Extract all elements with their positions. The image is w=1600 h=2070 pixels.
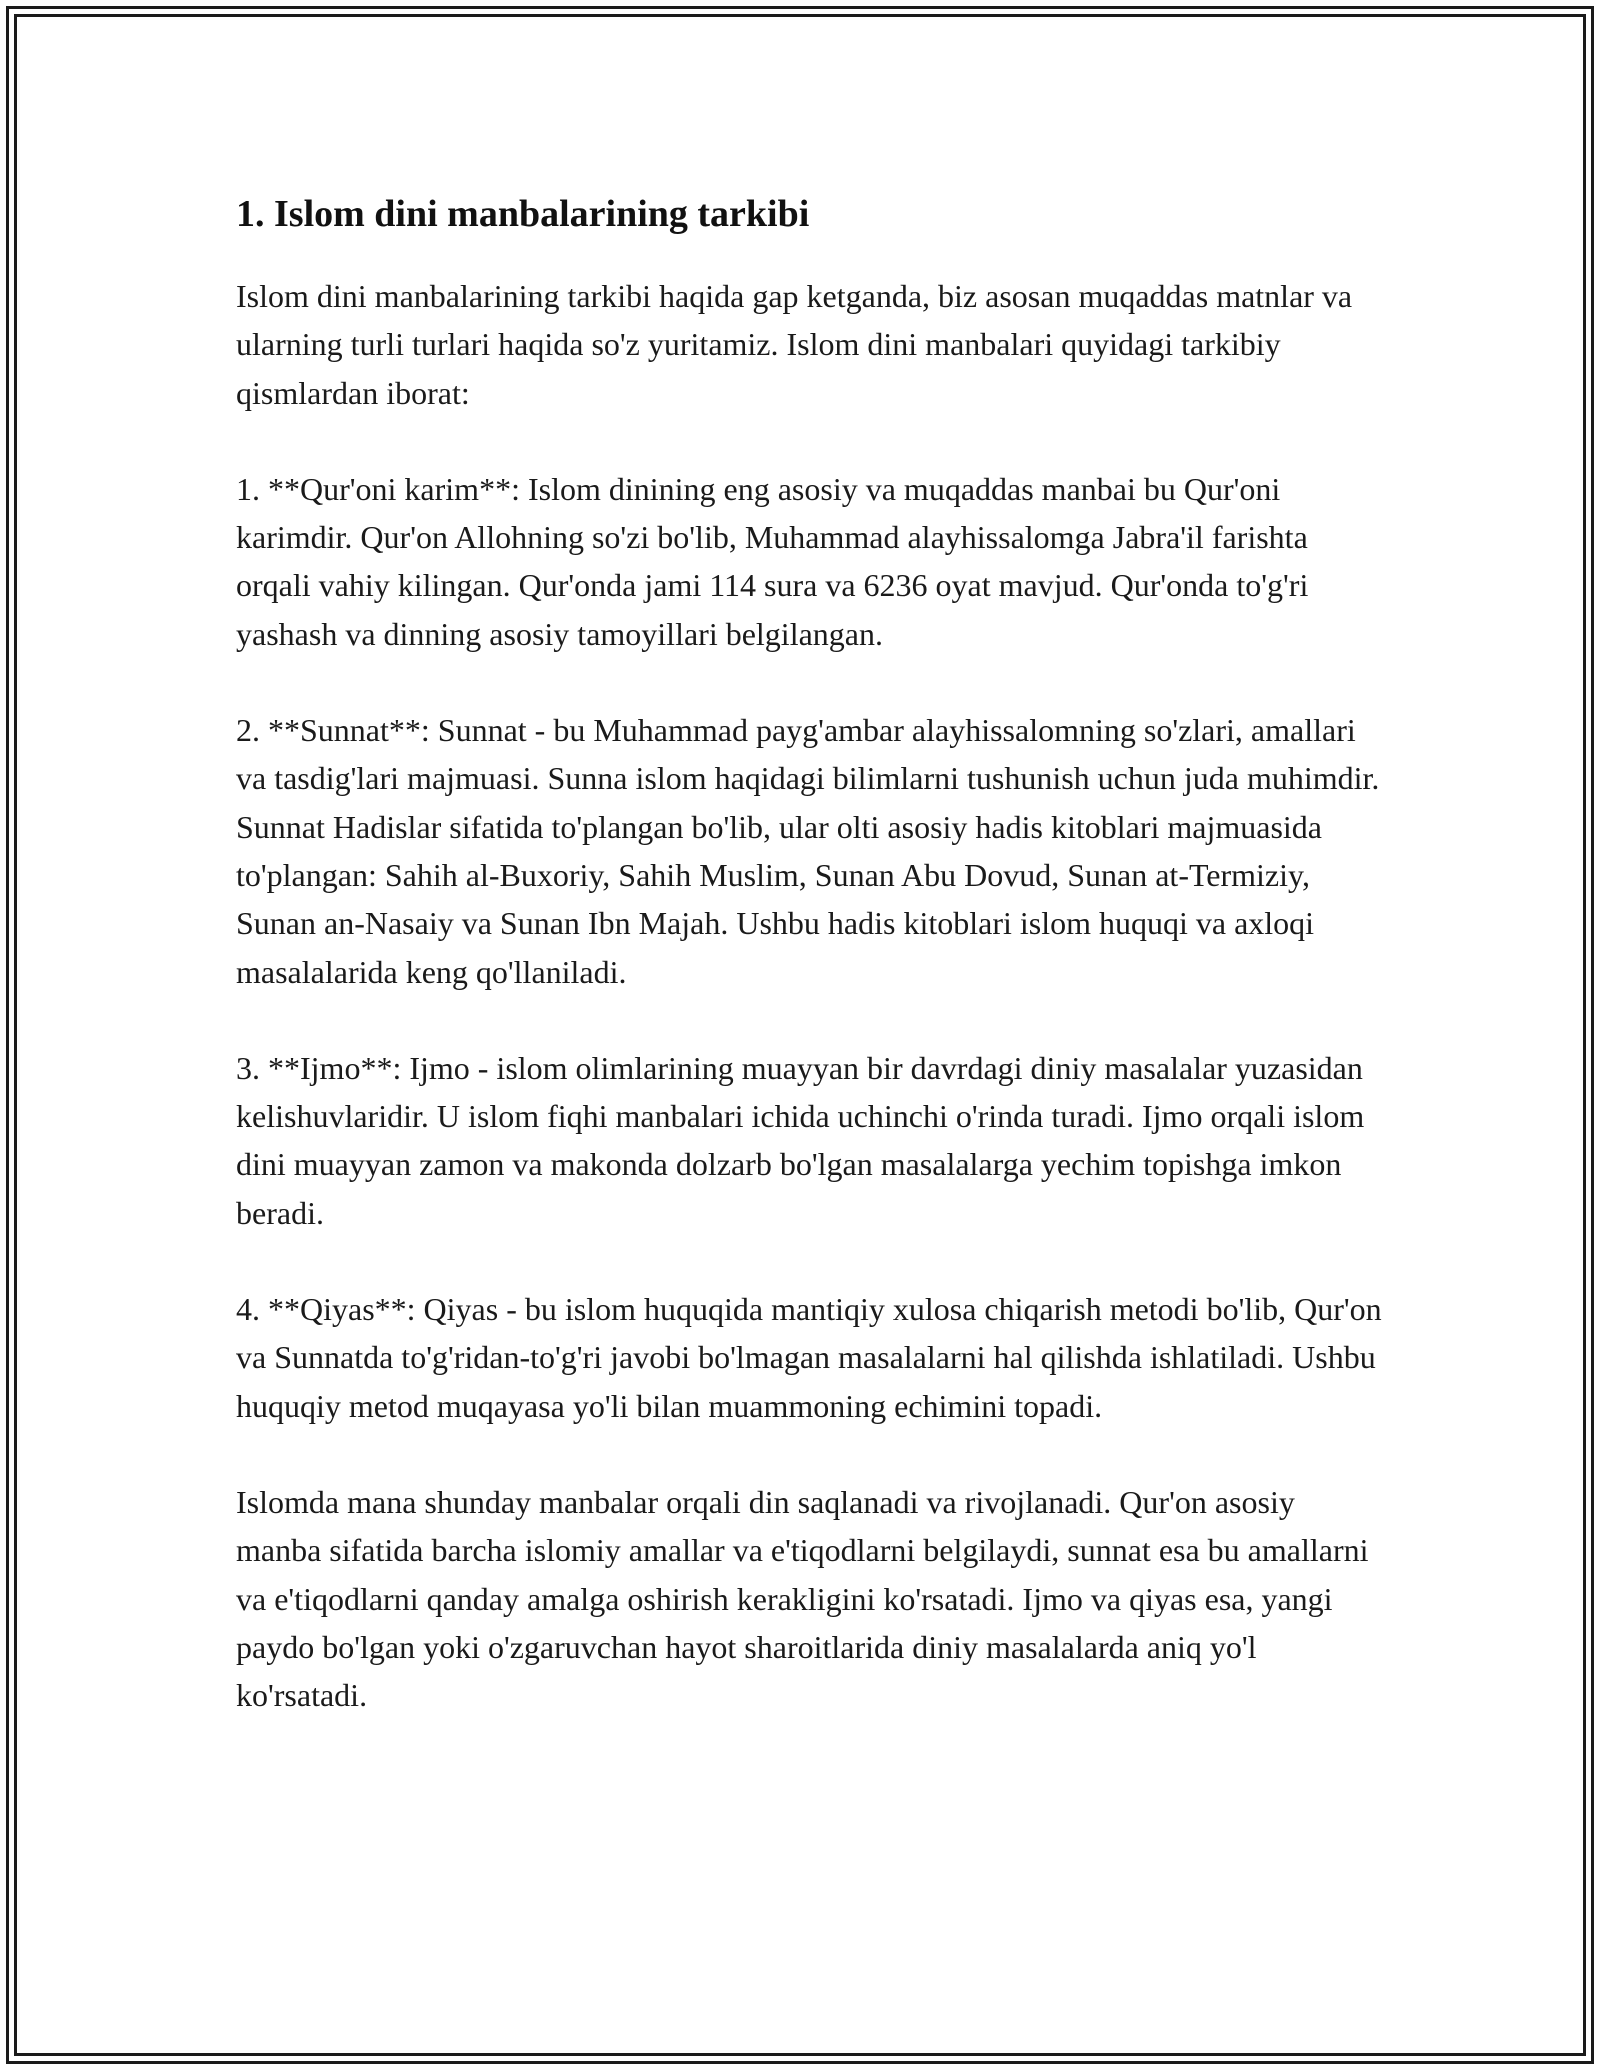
intro-paragraph: Islom dini manbalarining tarkibi haqida gap ketganda, biz asosan muqaddas matnlar va ularning turli turlari haqida so'z yuritamiz. Islom dini manbalari quyidagi tarkibiy qismlardan iborat: <box>236 278 1353 411</box>
conclusion-paragraph: Islomda mana shunday manbalar orqali din saqlanadi va rivojlanadi. Qur'on asosiy manba sifatida barcha islomiy amallar va e'tiqodlarni belgilaydi, sunnat esa bu amallarni va e'tiqodlarni qanday amalga oshirish kerakligini ko'rsatadi. Ijmo va qiyas esa, yangi paydo bo'lgan yoki o'zgaruvchan hayot sharoitlarida diniy masalalarda aniq yo'l ko'rsatadi. <box>236 1483 1369 1714</box>
document-body <box>236 186 1386 1767</box>
paragraph-sunnat: 2. **Sunnat**: Sunnat - bu Muhammad payg'ambar alayhissalomning so'zlari, amallari va tasdig'lari majmuasi. Sunna islom haqidagi bilimlarni tushunish uchun juda muhimdir. Sunnat Hadislar sifatida to'plangan bo'lib, ular olti asosiy hadis kitoblari majmuasida to'plangan: Sahih al-Buxoriy, Sahih Muslim, Sunan Abu Dovud, Sunan at-Termiziy, Sunan an-Nasaiy va Sunan Ibn Majah. Ushbu hadis kitoblari islom huquqi va axloqi masalalarida keng qo'llaniladi. <box>236 712 1380 990</box>
paragraph-qiyas: 4. **Qiyas**: Qiyas - bu islom huquqida mantiqiy xulosa chiqarish metodi bo'lib, Qur'on va Sunnatda to'g'ridan-to'g'ri javobi bo'lmagan masalalarni hal qilishda ishlatiladi. Ushbu huquqiy metod muqayasa yo'li bilan muammoning echimini topadi. <box>236 1291 1382 1424</box>
paragraph-ijmo: 3. **Ijmo**: Ijmo - islom olimlarining muayyan bir davrdagi diniy masalalar yuzasidan kelishuvlaridir. U islom fiqhi manbalari ichida uchinchi o'rinda turadi. Ijmo orqali islom dini muayyan zamon va makonda dolzarb bo'lgan masalalarga yechim topishga imkon beradi. <box>236 1049 1365 1231</box>
paragraph-quran: 1. **Qur'oni karim**: Islom dinining eng asosiy va muqaddas manbai bu Qur'oni karimdir. Qur'on Allohning so'zi bo'lib, Muhammad alayhissalomga Jabra'il farishta orqali vahiy kilingan. Qur'onda jami 114 sura va 6236 oyat mavjud. Qur'onda to'g'ri yashash va dinning asosiy tamoyillari belgilangan. <box>236 470 1309 652</box>
section-heading: 1. Islom dini manbalarining tarkibi <box>236 193 810 235</box>
